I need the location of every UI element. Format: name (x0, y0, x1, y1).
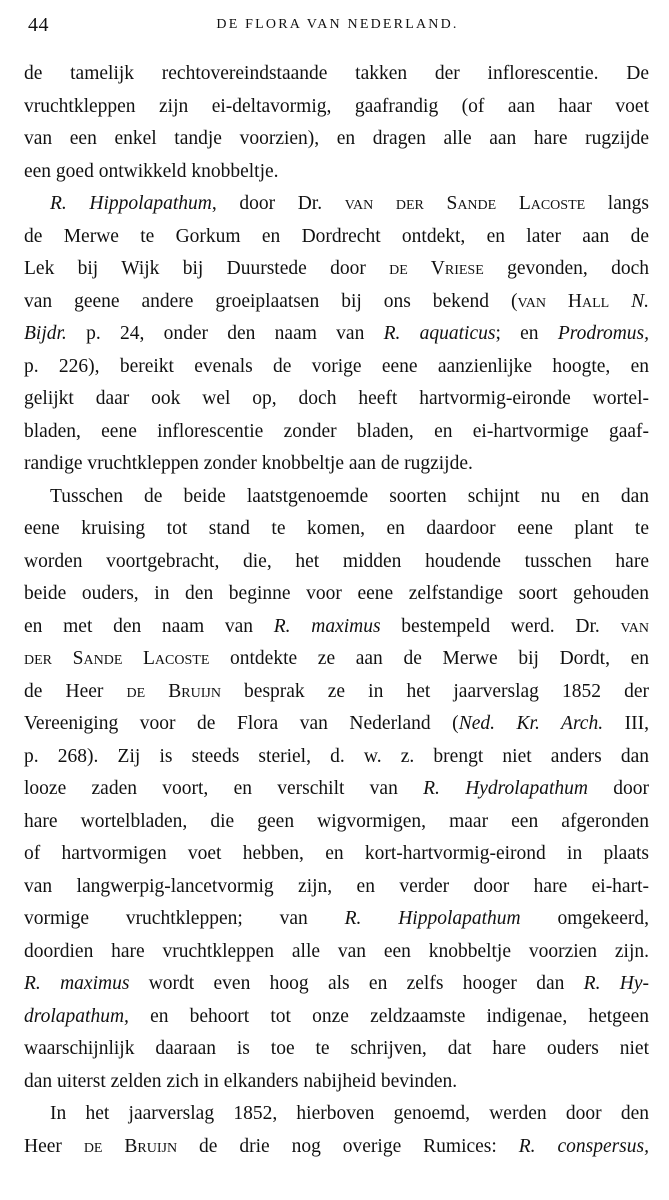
text-line (24, 676, 649, 709)
smallcaps-name: de Bruijn (83, 1135, 178, 1157)
text-line (24, 936, 649, 969)
text-run: de drie nog overige Rumices: (177, 1135, 519, 1157)
running-title: DE FLORA VAN NEDERLAND. (216, 17, 459, 32)
text-run: Heer (24, 1135, 84, 1157)
text-line (24, 188, 649, 221)
text-line (24, 156, 649, 189)
italic-text-run: R. maximus (24, 973, 130, 994)
smallcaps-name: van Hall (517, 290, 610, 312)
text-line (24, 708, 649, 741)
text-run: gevonden, doch (483, 258, 649, 279)
text-line (24, 286, 649, 319)
text-run: p. 268). Zij is steeds steriel, d. w. z. brengt niet anders dan (24, 745, 649, 767)
italic-text-run: R. Hydrolapathum (423, 778, 588, 799)
text-run: doordien hare vruchtkleppen alle van een knobbeltje voorzien zijn. (24, 940, 649, 962)
italic-text-run: R. maximus (273, 615, 381, 637)
text-line (24, 741, 649, 774)
text-run: door (587, 778, 649, 799)
smallcaps-name: de Bruijn (126, 680, 221, 702)
text-line (24, 448, 649, 481)
italic-text-run: R. Hippolapathum (344, 908, 521, 929)
text-run: ontdekte ze aan de Merwe bij Dordt, en (209, 648, 649, 669)
italic-text-run: R. conspersus, (518, 1135, 649, 1157)
text-line (24, 351, 649, 384)
text-line (24, 221, 649, 254)
text-run: en behoort tot onze zeldzaamste indigenae, hetgeen (128, 1005, 649, 1027)
text-run: ; en (495, 323, 558, 344)
text-line (24, 643, 649, 676)
text-run: vruchtkleppen zijn ei-deltavormig, gaafrandig (of aan haar voet (24, 95, 649, 117)
text-run: Lek bij Wijk bij Duurstede door (24, 258, 390, 279)
text-run: omgekeerd, (520, 908, 649, 929)
text-run: de tamelijk rechtovereindstaande takken der inflorescentie. De (24, 63, 649, 84)
text-run: van een enkel tandje voorzien), en dragen alle aan hare rugzijde (24, 128, 649, 149)
text-run: besprak ze in het jaarverslag 1852 der (220, 680, 649, 702)
italic-text-run: R. Hy- (583, 973, 649, 994)
text-line (24, 1066, 649, 1099)
text-run: beide ouders, in den beginne voor eene zelfstandige soort gehouden (24, 583, 649, 604)
text-run (609, 291, 631, 312)
text-line (24, 513, 649, 546)
text-run: p. 226), bereikt evenals de vorige eene aanzienlijke hoogte, en (24, 355, 649, 377)
smallcaps-name: der Sande Lacoste (24, 648, 210, 669)
text-line (24, 1131, 649, 1164)
text-run: gelijkt daar ook wel op, doch heeft hartvormig-eironde wortel- (24, 388, 649, 409)
text-run: Vereeniging voor de Flora van Nederland ( (24, 713, 459, 734)
text-run: van geene andere groeiplaatsen bij ons bekend ( (24, 290, 518, 312)
text-line (24, 123, 649, 156)
text-line (24, 383, 649, 416)
text-line (24, 838, 649, 871)
text-line (24, 91, 649, 124)
text-line (24, 253, 649, 286)
text-run: hare wortelbladen, die geen wigvormigen, maar een afgeronden (24, 810, 649, 832)
text-line (24, 416, 649, 449)
text-line (24, 773, 649, 806)
body-text (24, 58, 649, 1163)
italic-text-run: R. aquaticus (383, 323, 496, 344)
text-run: Tusschen de beide laatstgenoemde soorten schijnt nu en dan (50, 485, 649, 507)
page-number: 44 (28, 14, 49, 36)
text-run: of hartvormigen voet hebben, en kort-hartvormig-eirond in plaats (24, 843, 649, 864)
text-line (24, 1033, 649, 1066)
text-run: van langwerpig-lancetvormig zijn, en verder door hare ei-hart- (24, 875, 649, 897)
italic-text-run: Prodromus, (557, 323, 650, 344)
text-run: randige vruchtkleppen zonder knobbeltje aan de rugzijde. (24, 453, 473, 474)
text-line (24, 58, 649, 91)
text-run: worden voortgebracht, die, het midden houdende tusschen hare (24, 550, 649, 572)
italic-text-run: Ned. Kr. Arch. (458, 713, 604, 734)
text-run: een goed ontwikkeld knobbeltje. (24, 160, 279, 182)
text-run: de Heer (24, 680, 127, 702)
text-run: bestempeld werd. Dr. (380, 615, 621, 637)
page-header (28, 14, 647, 38)
text-run: p. 24, onder den naam van (66, 323, 384, 344)
text-run: langs (585, 193, 649, 214)
text-line (24, 546, 649, 579)
smallcaps-name: de Vriese (389, 258, 484, 279)
text-line (24, 318, 649, 351)
text-line (24, 578, 649, 611)
text-run: looze zaden voort, en verschilt van (24, 778, 424, 799)
text-line (24, 1001, 649, 1034)
text-line (24, 1098, 649, 1131)
text-run: III, (603, 713, 649, 734)
smallcaps-name: van der Sande Lacoste (344, 193, 586, 214)
text-run: waarschijnlijk daaraan is toe te schrijven, dat hare ouders niet (24, 1038, 649, 1059)
text-line (24, 481, 649, 514)
text-run: de Merwe te Gorkum en Dordrecht ontdekt, en later aan de (24, 225, 649, 247)
text-run: eene kruising tot stand te komen, en daardoor eene plant te (24, 518, 649, 539)
text-run: dan uiterst zelden zich in elkanders nabijheid bevinden. (24, 1070, 458, 1092)
text-run: wordt even hoog als en zelfs hooger dan (129, 973, 584, 994)
italic-text-run: drolapathum, (24, 1005, 129, 1027)
smallcaps-name: van (620, 615, 649, 637)
text-line (24, 611, 649, 644)
text-run: bladen, eene inflorescentie zonder bladen, en ei-hartvormige gaaf- (24, 420, 649, 442)
text-run: vormige vruchtkleppen; van (24, 908, 345, 929)
text-line (24, 806, 649, 839)
text-line (24, 968, 649, 1001)
text-run: en met den naam van (24, 615, 274, 637)
italic-text-run: R. Hippolapathum (50, 193, 212, 214)
italic-text-run: N. (631, 290, 650, 312)
text-run: In het jaarverslag 1852, hierboven genoemd, werden door den (50, 1103, 649, 1124)
text-line (24, 903, 649, 936)
text-run: , door Dr. (211, 193, 345, 214)
text-line (24, 871, 649, 904)
italic-text-run: Bijdr. (24, 323, 67, 344)
